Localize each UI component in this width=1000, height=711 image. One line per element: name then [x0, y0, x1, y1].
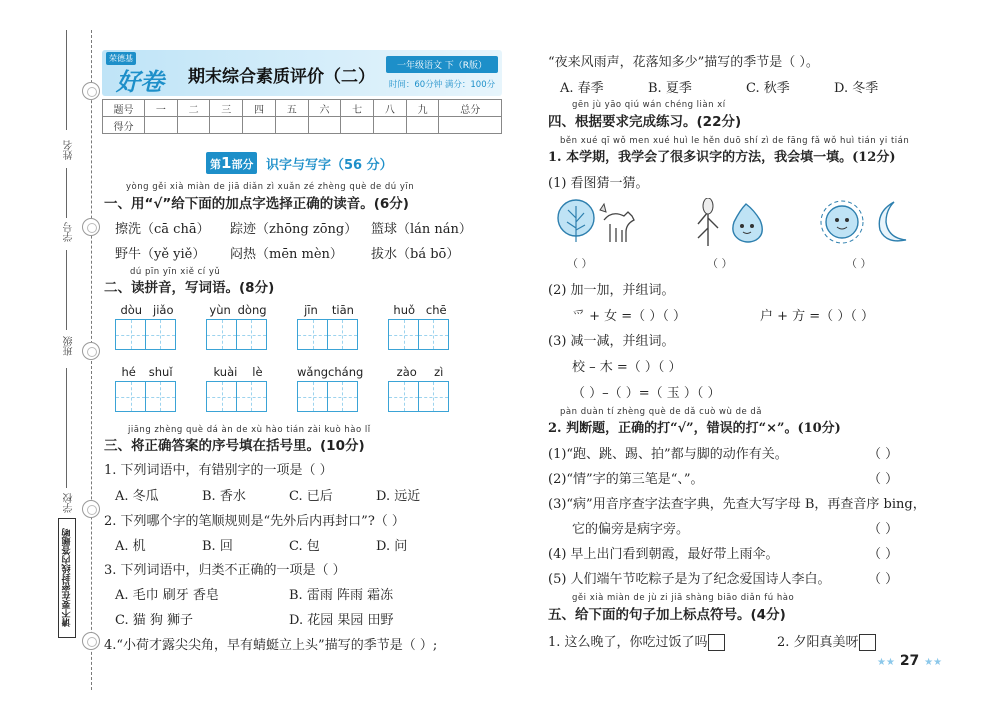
score-cell[interactable] — [210, 117, 243, 134]
q5-title: 五、给下面的句子加上标点符号。(4分) — [548, 607, 786, 623]
option[interactable]: B. 回 — [202, 539, 233, 554]
tianzige-cell[interactable] — [297, 319, 328, 350]
pinyin-label: zì — [434, 365, 444, 379]
option[interactable]: A. 毛巾 刷牙 香皂 — [115, 588, 219, 603]
tianzige-cell[interactable] — [418, 381, 449, 412]
score-cell[interactable] — [243, 117, 276, 134]
table-cell: 得分 — [103, 117, 145, 134]
q4-p2: (2) 加一加，并组词。 — [548, 283, 675, 298]
option[interactable]: A. 冬瓜 — [115, 489, 159, 504]
table-cell: 九 — [406, 100, 439, 117]
binding-hole — [82, 218, 100, 236]
pinyin-label: jīn — [304, 303, 318, 317]
fill-blank[interactable]: 户 + 方 =（ ）（ ） — [760, 309, 874, 324]
score-cell[interactable] — [374, 117, 407, 134]
q4-p3: (3) 减一减，并组词。 — [548, 334, 675, 349]
exam-title: 期末综合素质评价（二） — [188, 67, 375, 87]
pinyin-label: lè — [252, 365, 263, 379]
punctuation-box[interactable] — [859, 634, 876, 651]
writing-grid[interactable] — [206, 365, 270, 415]
star-icon: ★★ — [924, 657, 943, 668]
fill-blank[interactable]: 校 – 木 =（ ）（ ） — [572, 360, 682, 375]
score-table-header-row — [103, 100, 502, 117]
star-icon: ★★ — [877, 657, 895, 668]
judge-answer-paren[interactable]: （ ） — [868, 572, 899, 587]
pinyin-annotation: dú pīn yīn xiě cí yǔ — [130, 267, 221, 277]
tianzige-cell[interactable] — [388, 381, 419, 412]
tianzige-cell[interactable] — [388, 319, 419, 350]
judge-answer-paren[interactable]: （ ） — [868, 472, 899, 487]
table-cell: 二 — [177, 100, 210, 117]
judge-item: (4) 早上出门看到朝霞，最好带上雨伞。 — [548, 547, 779, 562]
pinyin-label: jiǎo — [153, 303, 174, 317]
brand-logo: 好卷 — [116, 68, 164, 96]
table-cell: 四 — [243, 100, 276, 117]
option[interactable]: D. 远近 — [376, 489, 421, 504]
table-cell: 七 — [341, 100, 374, 117]
plant-and-water-drop-picture — [694, 198, 774, 250]
tianzige-cell[interactable] — [327, 319, 358, 350]
tianzige-cell[interactable] — [206, 319, 237, 350]
q1-item[interactable]: 踪迹（zhōng zōng） — [230, 222, 358, 237]
option[interactable]: A. 机 — [115, 539, 146, 554]
pinyin-label: huǒ — [393, 303, 416, 317]
tianzige-cell[interactable] — [145, 319, 176, 350]
id-label: 学号 — [64, 222, 75, 242]
part-badge: 第1部分 — [206, 152, 257, 174]
option[interactable]: D. 花园 果园 田野 — [289, 613, 394, 628]
writing-grid[interactable] — [297, 303, 361, 353]
pinyin-label: dòng — [237, 303, 267, 317]
brand-tag: 荣德基 — [106, 52, 136, 65]
score-table-score-row — [103, 117, 502, 134]
time-score-info: 时间：60分钟 满分：100分 — [388, 80, 496, 90]
option[interactable]: B. 香水 — [202, 489, 246, 504]
score-cell[interactable] — [145, 117, 178, 134]
score-cell[interactable] — [406, 117, 439, 134]
pinyin-label: tiān — [331, 303, 354, 317]
score-cell[interactable] — [439, 117, 502, 134]
grade-badge: 一年级语文 下（R版） — [386, 56, 498, 73]
pinyin-label: dòu — [120, 303, 143, 317]
q2-title: 二、读拼音，写词语。(8分) — [104, 280, 275, 296]
judge-answer-paren[interactable]: （ ） — [868, 547, 899, 562]
q3-title: 三、将正确答案的序号填在括号里。(10分) — [104, 438, 365, 454]
binding-hole — [82, 82, 100, 100]
tianzige-cell[interactable] — [236, 381, 267, 412]
q5-s1: 1. 这么晚了，你吃过饭了吗 — [548, 631, 725, 651]
binding-margin — [0, 0, 96, 711]
tianzige-cell[interactable] — [327, 381, 358, 412]
score-cell[interactable] — [177, 117, 210, 134]
school-label: 学校 — [64, 493, 75, 513]
q3-s4: 4.“小荷才露尖尖角，早有蜻蜓立上头”描写的季节是（ ）; — [104, 638, 438, 653]
option[interactable]: C. 包 — [289, 539, 320, 554]
q1-item[interactable]: 野牛（yě yiě） — [115, 247, 206, 262]
option[interactable]: B. 雷雨 阵雨 霜冻 — [289, 588, 394, 603]
q1-item[interactable]: 篮球（lán nán） — [371, 222, 472, 237]
binding-hole — [82, 500, 100, 518]
pinyin-label: shuǐ — [148, 365, 173, 379]
tianzige-cell[interactable] — [115, 381, 146, 412]
sun-and-moon-picture — [814, 198, 914, 250]
exam-header — [102, 50, 502, 96]
score-cell[interactable] — [341, 117, 374, 134]
option[interactable]: D. 冬季 — [834, 81, 879, 96]
fill-blank[interactable]: 爫 + 女 =（ ）（ ） — [572, 309, 686, 324]
tianzige-cell[interactable] — [206, 381, 237, 412]
q4-title: 四、根据要求完成练习。(22分) — [548, 114, 742, 130]
tianzige-cell[interactable] — [297, 381, 328, 412]
option[interactable]: A. 春季 — [560, 81, 604, 96]
writing-grid[interactable] — [297, 365, 364, 415]
q3-s3: 3. 下列词语中，归类不正确的一项是（ ） — [104, 563, 346, 578]
fill-blank[interactable]: （ ）–（ ）=（ 玉 ）（ ） — [572, 386, 721, 401]
answer-paren[interactable]: （ ） — [846, 257, 872, 270]
name-line — [66, 30, 67, 130]
tianzige-cell[interactable] — [115, 319, 146, 350]
q4-s1: 1. 本学期，我学会了很多识字的方法，我会填一填。(12分) — [548, 150, 896, 165]
answer-paren[interactable]: （ ） — [707, 257, 733, 270]
pinyin-label: chē — [425, 303, 447, 317]
table-cell: 八 — [374, 100, 407, 117]
judge-item: (1)“跑、跳、踢、拍”都与脚的动作有关。 — [548, 447, 788, 462]
writing-grid[interactable] — [115, 365, 179, 415]
pinyin-label: yùn — [209, 303, 231, 317]
table-cell: 五 — [275, 100, 308, 117]
writing-grid[interactable] — [388, 365, 452, 415]
option[interactable]: B. 夏季 — [648, 81, 692, 96]
binding-hole — [82, 342, 100, 360]
score-cell[interactable] — [275, 117, 308, 134]
q1-item[interactable]: 擦洗（cā chā） — [115, 222, 210, 237]
table-cell: 题号 — [103, 100, 145, 117]
judge-item: (3)“病”用音序查字法查字典，先查大写字母 B，再查音序 bing， — [548, 497, 926, 512]
tianzige-cell[interactable] — [418, 319, 449, 350]
q3-s1: 1. 下列词语中，有错别字的一项是（ ） — [104, 463, 333, 478]
table-cell: 三 — [210, 100, 243, 117]
class-label: 班级 — [64, 336, 75, 356]
pinyin-annotation: gěi xià miàn de jù zi jiā shàng biāo diǎn fú hào — [572, 593, 795, 603]
pinyin-annotation: gēn jù yāo qiú wán chéng liàn xí — [572, 100, 726, 110]
q1-item[interactable]: 拔水（bá bō） — [371, 247, 460, 262]
answer-paren[interactable]: （ ） — [567, 257, 593, 270]
option[interactable]: C. 已后 — [289, 489, 333, 504]
writing-grid[interactable] — [206, 303, 270, 353]
q1-item[interactable]: 闷热（mēn mèn） — [230, 247, 343, 262]
seal-line — [91, 30, 92, 690]
school-line — [66, 368, 67, 488]
option[interactable]: C. 秋季 — [746, 81, 790, 96]
page-number: ★★ 27 ★★ — [877, 653, 943, 669]
q3-s2: 2. 下列哪个字的笔顺规则是“先外后内再封口”?（ ） — [104, 514, 405, 529]
pinyin-label: kuài — [213, 365, 238, 379]
seal-notice: 请不要在密封线内答题哟 — [58, 518, 76, 638]
q3-s4-continued: “夜来风雨声，花落知多少”描写的季节是（ ）。 — [548, 55, 819, 70]
writing-grid[interactable] — [115, 303, 179, 353]
pinyin-annotation: jiāng zhèng què dá àn de xù hào tián zài kuò hào lǐ — [128, 425, 371, 435]
tianzige-cell[interactable] — [236, 319, 267, 350]
pinyin-label: wǎng — [297, 365, 329, 379]
score-table — [102, 99, 502, 134]
pinyin-annotation: yòng gěi xià miàn de jiā diǎn zì xuǎn zé zhèng què de dú yīn — [126, 182, 415, 192]
judge-answer-paren[interactable]: （ ） — [868, 522, 899, 537]
judge-item: (2)“情”字的第三笔是“、”。 — [548, 472, 704, 487]
binding-hole — [82, 632, 100, 650]
judge-answer-paren[interactable]: （ ） — [868, 447, 899, 462]
option[interactable]: D. 问 — [376, 539, 408, 554]
id-line — [66, 168, 67, 218]
tianzige-cell[interactable] — [145, 381, 176, 412]
score-cell[interactable] — [308, 117, 341, 134]
q1-title: 一、用“√”给下面的加点字选择正确的读音。(6分) — [104, 196, 409, 212]
table-cell: 总分 — [439, 100, 502, 117]
table-cell: 一 — [145, 100, 178, 117]
pinyin-label: zào — [396, 365, 417, 379]
pinyin-label: hé — [121, 365, 136, 379]
tree-and-goat-picture — [554, 198, 644, 250]
name-label: 姓名 — [64, 140, 75, 160]
option[interactable]: C. 猫 狗 狮子 — [115, 613, 194, 628]
pinyin-label: cháng — [328, 365, 364, 379]
class-line — [66, 250, 67, 330]
table-cell: 六 — [308, 100, 341, 117]
writing-grid[interactable] — [388, 303, 452, 353]
q4-p1: (1) 看图猜一猜。 — [548, 176, 649, 191]
q5-s2: 2. 夕阳真美呀 — [777, 631, 876, 651]
q4-s2: 2. 判断题，正确的打“√”，错误的打“×”。(10分) — [548, 421, 841, 436]
pinyin-annotation: pàn duàn tí zhèng què de dǎ cuò wù de dǎ — [560, 407, 763, 417]
part-title: 识字与写字（56 分） — [266, 158, 393, 173]
punctuation-box[interactable] — [708, 634, 725, 651]
judge-item-continued: 它的偏旁是病字旁。 — [572, 522, 690, 537]
judge-item: (5) 人们端午节吃粽子是为了纪念爱国诗人李白。 — [548, 572, 831, 587]
pinyin-annotation: běn xué qī wǒ men xué huì le hěn duō shí zì de fāng fǎ wǒ huì tián yi tián — [560, 136, 910, 146]
